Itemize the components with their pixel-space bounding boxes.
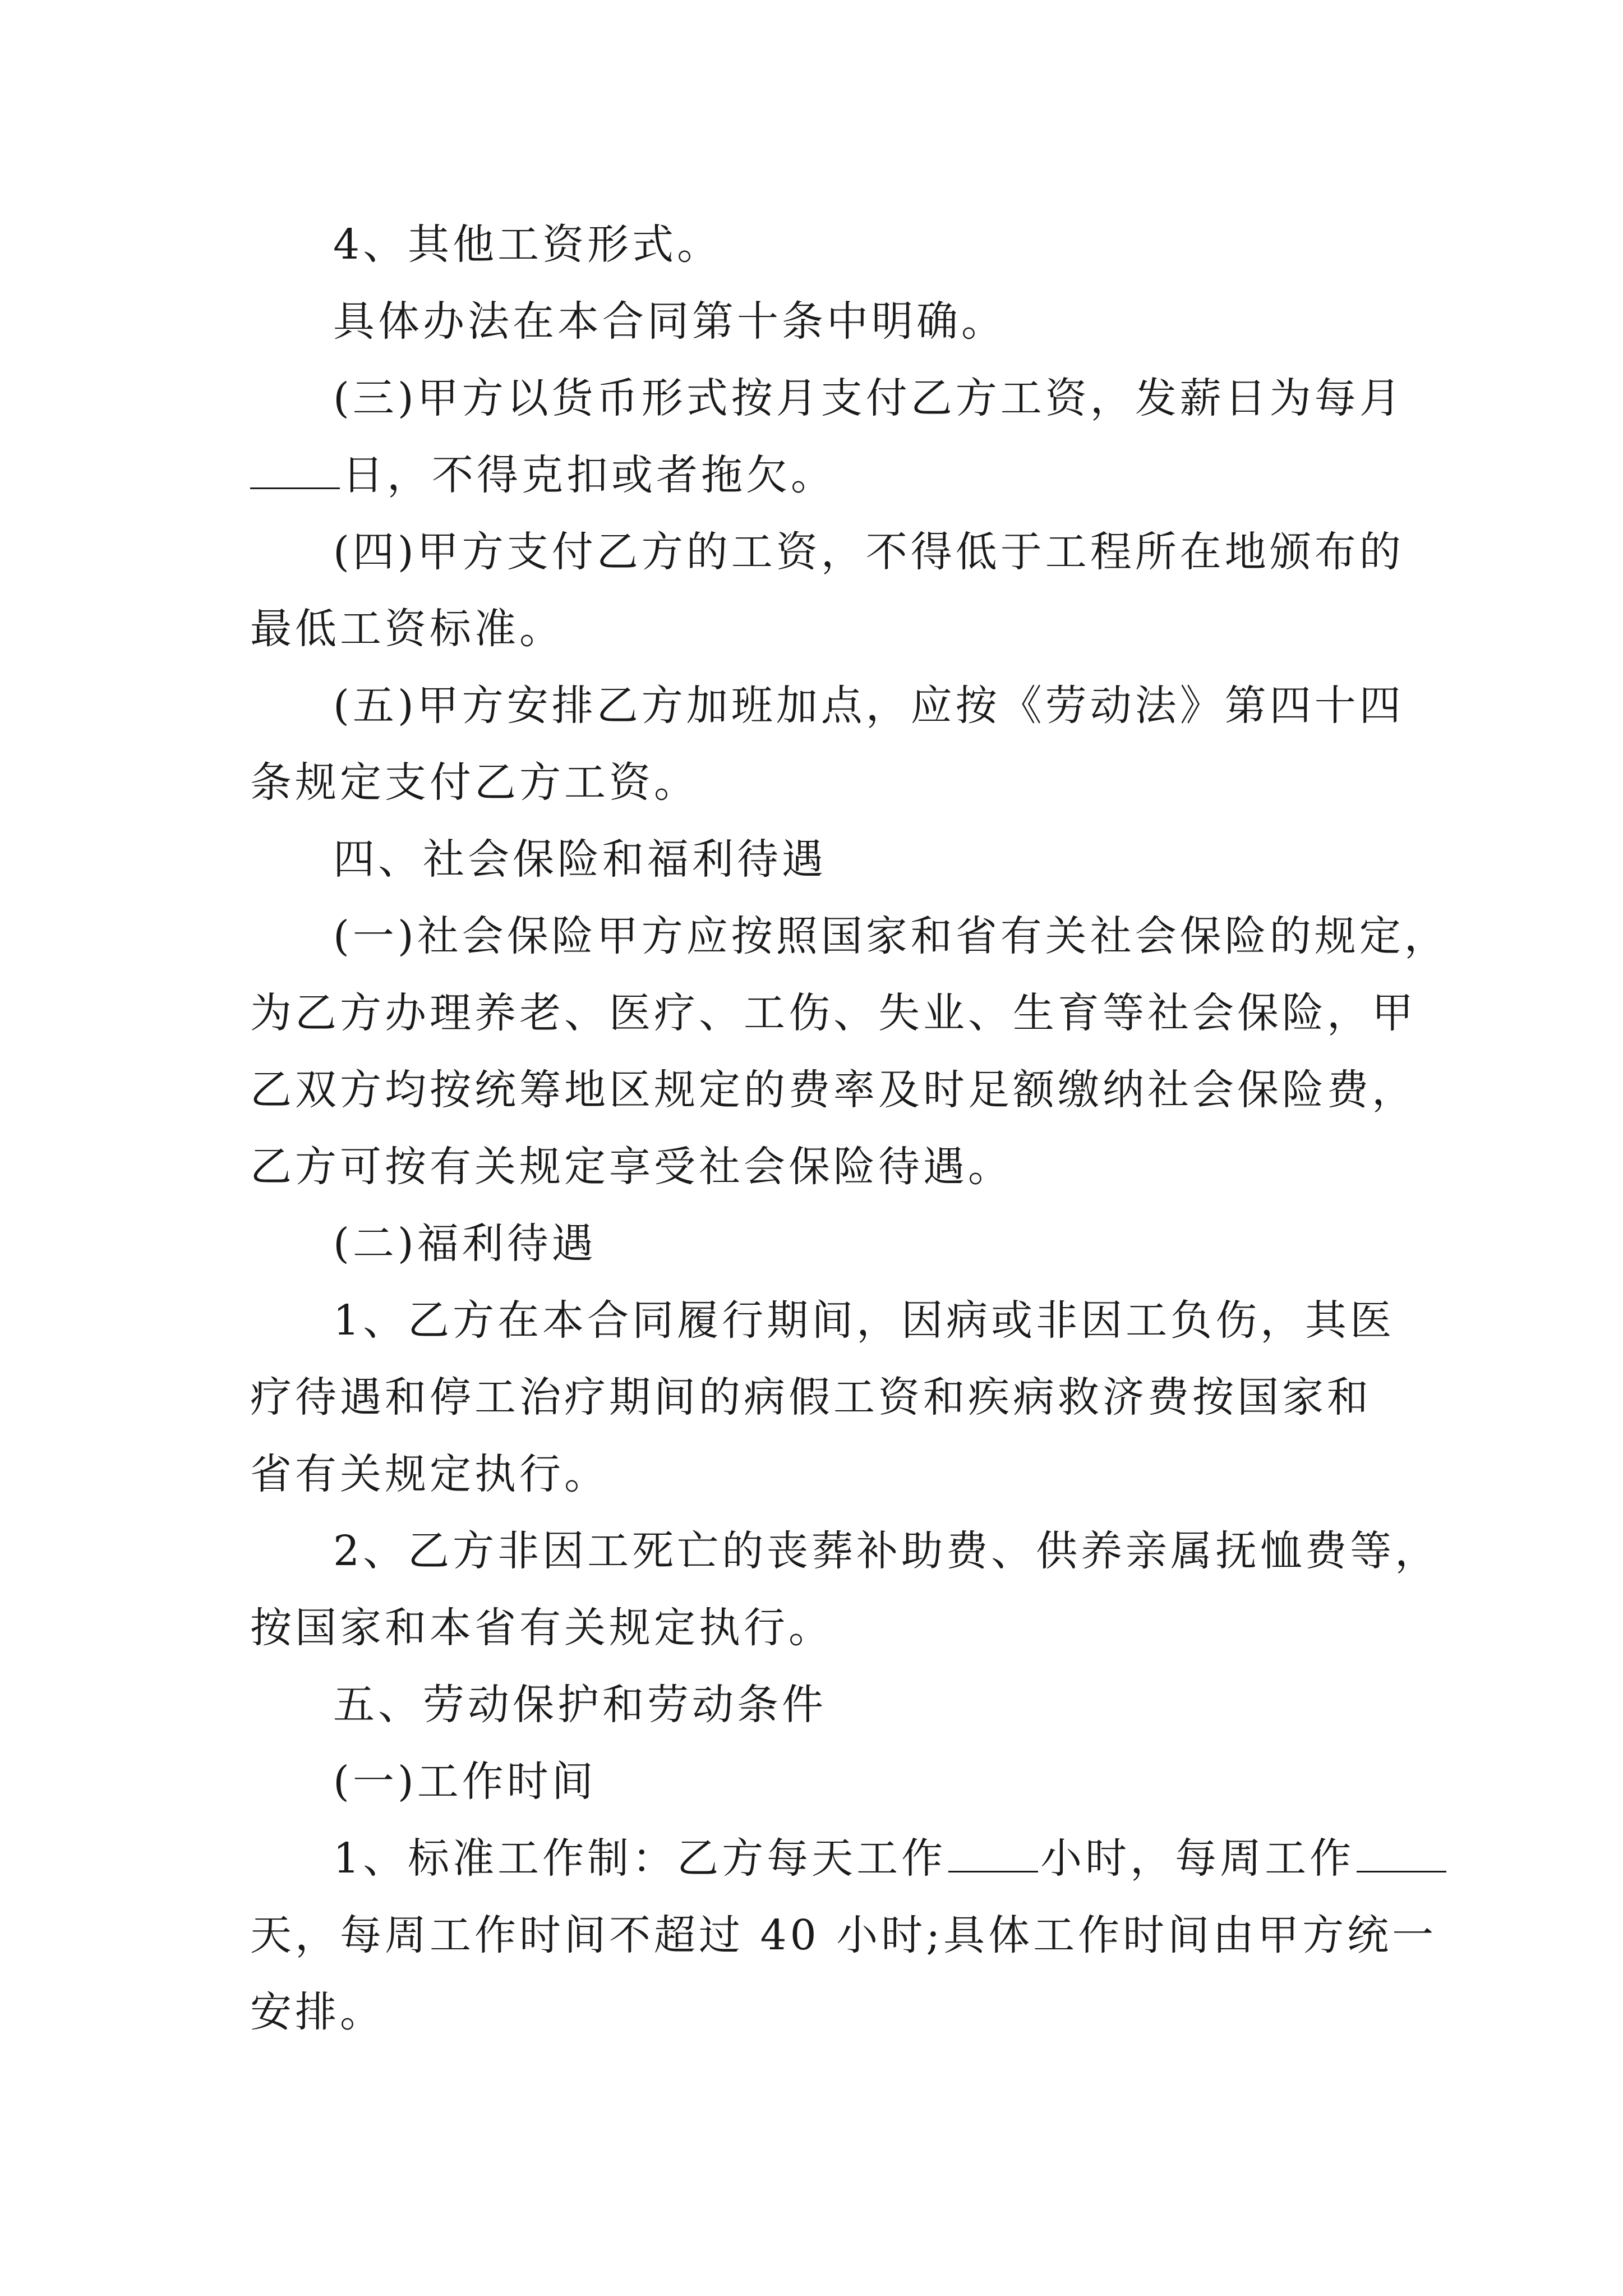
text-line: 疗待遇和停工治疗期间的病假工资和疾病救济费按国家和 [250, 1373, 1372, 1421]
paragraph-overtime [250, 668, 1404, 821]
text-line: 条规定支付乙方工资。 [250, 758, 699, 807]
fill-in-blank-payday[interactable] [250, 448, 340, 489]
text-line: (一)工作时间 [333, 1757, 597, 1806]
document-body [250, 206, 1449, 2051]
text-line: 天，每周工作时间不超过 40 小时;具体工作时间由甲方统一 [250, 1911, 1437, 1959]
subheading-working-hours [250, 1743, 1383, 1820]
paragraph-other-wage-forms [250, 206, 1383, 283]
paragraph-social-insurance [250, 898, 1449, 1205]
paragraph-monthly-payment [250, 360, 1404, 514]
paragraph-sick-leave [250, 1282, 1395, 1513]
paragraph-funeral-subsidy [250, 1513, 1440, 1667]
subheading-welfare [250, 1205, 1383, 1282]
fill-in-blank-weekly-days[interactable] [1357, 1832, 1446, 1872]
text-line: 五、劳动保护和劳动条件 [333, 1681, 827, 1729]
paragraph-minimum-wage [250, 514, 1404, 668]
text-line: 安排。 [250, 1988, 385, 2036]
paragraph-specific-method [250, 283, 1383, 360]
text-line: 乙双方均按统筹地区规定的费率及时足额缴纳社会保险费， [250, 1066, 1417, 1114]
text-fragment: 小时，每周工作 [1040, 1834, 1355, 1883]
text-line: (一)社会保险甲方应按照国家和省有关社会保险的规定， [333, 912, 1449, 960]
text-line-with-blanks [250, 1820, 1383, 1897]
text-line: 4、其他工资形式。 [333, 220, 722, 269]
text-line: 四、社会保险和福利待遇 [333, 835, 827, 884]
paragraph-standard-work-system [250, 1820, 1437, 2051]
text-line: 具体办法在本合同第十条中明确。 [333, 297, 1006, 346]
text-fragment: 日，不得克扣或者拖欠。 [342, 451, 836, 499]
text-line: (五)甲方安排乙方加班加点，应按《劳动法》第四十四 [333, 682, 1404, 730]
text-line: 乙方可按有关规定享受社会保险待遇。 [250, 1143, 1013, 1191]
text-line: 最低工资标准。 [250, 605, 564, 653]
text-line: 省有关规定执行。 [250, 1450, 609, 1498]
section-heading-labor-protection [250, 1667, 1383, 1743]
fill-in-blank-daily-hours[interactable] [948, 1832, 1038, 1872]
text-line-with-blank [250, 437, 1383, 514]
text-line: (二)福利待遇 [333, 1220, 597, 1268]
text-line: (四)甲方支付乙方的工资，不得低于工程所在地颁布的 [333, 528, 1404, 576]
section-heading-social-insurance [250, 821, 1383, 898]
text-line: 按国家和本省有关规定执行。 [250, 1604, 833, 1652]
text-line: (三)甲方以货币形式按月支付乙方工资，发薪日为每月 [333, 374, 1404, 422]
text-line: 2、乙方非因工死亡的丧葬补助费、供养亲属抚恤费等， [333, 1527, 1440, 1575]
text-fragment: 1、标准工作制：乙方每天工作 [333, 1834, 947, 1883]
text-line: 1、乙方在本合同履行期间，因病或非因工负伤，其医 [333, 1296, 1395, 1345]
text-line: 为乙方办理养老、医疗、工伤、失业、生育等社会保险，甲 [250, 989, 1417, 1037]
